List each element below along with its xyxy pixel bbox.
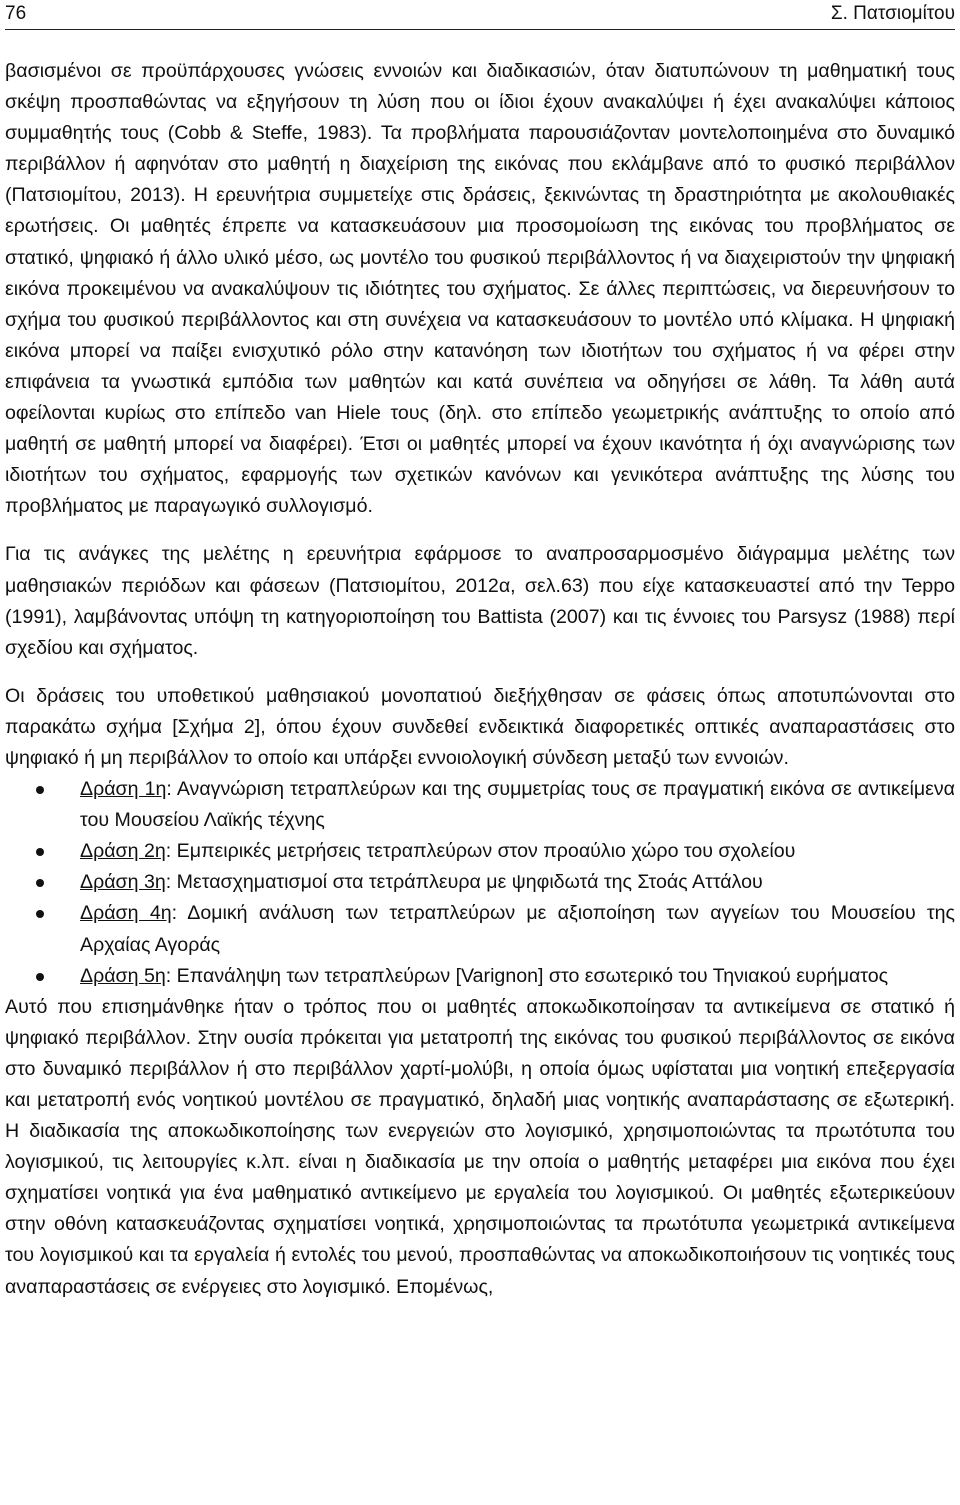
- action-text: : Επανάληψη των τετραπλεύρων [Varignon] στο εσωτερικό του Τηνιακού ευρήματος: [165, 964, 889, 987]
- list-item: [80, 774, 955, 836]
- action-label: Δράση 4η: [80, 902, 172, 925]
- body-text: [5, 56, 955, 1303]
- action-text: : Δομική ανάλυση των τετραπλεύρων με αξιοποίηση των αγγείων του Μουσείου της Αρχαίας Αγοράς: [80, 902, 956, 956]
- list-item: [80, 961, 955, 992]
- page-header: [5, 0, 955, 30]
- paragraph: βασισμένοι σε προϋπάρχουσες γνώσεις εννοιών και διαδικασιών, όταν διατυπώνουν τη μαθηματική τους σκέψη προσπαθώντας να εξηγήσουν τη λύση που οι ίδιοι έχουν ανακαλύψει ή έχει ανακαλύψει κάποιος συμμαθητής τους (Cobb & Steffe, 1983). Τα προβλήματα παρουσιάζονταν μοντελοποιημένα στο δυναμικό περιβάλλον ή αφηνόταν στο μαθητή η διαχείριση της εικόνας που εκλάμβανε από το φυσικό περιβάλλον (Πατσιομίτου, 2013). Η ερευνήτρια συμμετείχε στις δράσεις, ξεκινώντας τη δραστηριότητα με ακολουθιακές ερωτήσεις. Οι μαθητές έπρεπε να κατασκευάσουν μια προσομοίωση της εικόνας του προβλήματος σε στατικό, ψηφιακό ή άλλο υλικό μέσο, ως μοντέλο του φυσικού περιβάλλοντος ή να διαχειριστούν την ψηφιακή εικόνα προκειμένου να ανακαλύψουν τις ιδιότητες του σχήματος. Σε άλλες περιπτώσεις, να διερευνήσουν το σχήμα του φυσικού περιβάλλοντος και στη συνέχεια να κατασκευάσουν το μοντέλο υπό κλίμακα. Η ψηφιακή εικόνα μπορεί να παίξει ενισχυτικό ρόλο στην κατανόηση των ιδιοτήτων του σχήματος ή να φέρει στην επιφάνεια τα γνωστικά εμπόδια των μαθητών και κατά συνέπεια να οδηγήσει σε λάθη. Τα λάθη αυτά οφείλονται κυρίως στο επίπεδο van Hiele τους (δηλ. στο επίπεδο γεωμετρικής ανάπτυξης το οποίο από μαθητή σε μαθητή μπορεί να διαφέρει). Έτσι οι μαθητές μπορεί να έχουν ικανότητα ή όχι αναγνώρισης των ιδιοτήτων του σχήματος, εφαρμογής των σχετικών κανόνων και γενικότερα ανάπτυξης της λύσης του προβλήματος με παραγωγικό συλλογισμό.: [5, 60, 955, 518]
- actions-list: [5, 774, 955, 992]
- action-label: Δράση 3η: [80, 871, 166, 894]
- page-number: 76: [5, 3, 27, 24]
- list-item: [80, 836, 955, 867]
- document-page: [5, 0, 955, 1303]
- list-item: [80, 898, 955, 960]
- action-label: Δράση 1η: [80, 778, 167, 801]
- running-author: Σ. Πατσιομίτου: [830, 3, 955, 24]
- action-label: Δράση 2η: [80, 840, 166, 863]
- action-label: Δράση 5η: [80, 964, 166, 987]
- paragraph: Οι δράσεις του υποθετικού μαθησιακού μονοπατιού διεξήχθησαν σε φάσεις όπως αποτυπώνονται στο παρακάτω σχήμα [Σχήμα 2], όπου έχουν συνδεθεί ενδεικτικά διαφορετικές οπτικές αναπαραστάσεις στο ψηφιακό ή μη περιβάλλον το οποίο και υπάρξει εννοιολογική σύνδεση μεταξύ των εννοιών.: [5, 684, 955, 769]
- action-text: : Αναγνώριση τετραπλεύρων και της συμμετρίας τους σε πραγματική εικόνα σε αντικείμενα του Μουσείου Λαϊκής τέχνης: [80, 778, 955, 832]
- action-text: : Εμπειρικές μετρήσεις τετραπλεύρων στον προαύλιο χώρο του σχολείου: [165, 840, 796, 863]
- action-text: : Μετασχηματισμοί στα τετράπλευρα με ψηφιδωτά της Στοάς Αττάλου: [165, 871, 763, 894]
- list-item: [80, 867, 955, 898]
- paragraph: Για τις ανάγκες της μελέτης η ερευνήτρια εφάρμοσε το αναπροσαρμοσμένο διάγραμμα μελέτης των μαθησιακών περιόδων και φάσεων (Πατσιομίτου, 2012α, σελ.63) που είχε κατασκευαστεί από την Teppo (1991), λαμβάνοντας υπόψη τη κατηγοριοποίηση του Battista (2007) και τις έννοιες του Parsysz (1988) περί σχεδίου και σχήματος.: [5, 543, 955, 659]
- paragraph: Αυτό που επισημάνθηκε ήταν ο τρόπος που οι μαθητές αποκωδικοποίησαν τα αντικείμενα σε στατικό ή ψηφιακό περιβάλλον. Στην ουσία πρόκειται για μετατροπή της εικόνας του φυσικού περιβάλλοντος σε εικόνα στο δυναμικό περιβάλλον ή στο περιβάλλον χαρτί-μολύβι, η οποία όμως υφίσταται μια νοητική επεξεργασία και μετατροπή ενός νοητικού μοντέλου σε πραγματικό, δηλαδή μιας νοητικής αναπαράστασης σε εξωτερική. Η διαδικασία της αποκωδικοποίησης των ενεργειών στο λογισμικό, χρησιμοποιώντας τα πρωτότυπα του λογισμικού, τις λειτουργίες κ.λπ. είναι η διαδικασία με την οποία ο μαθητής μεταφέρει μια εικόνα που έχει σχηματίσει νοητικά για ένα μαθηματικό αντικείμενο με εργαλεία του λογισμικού. Οι μαθητές εξωτερικεύουν στην οθόνη κατασκευάζοντας σχηματίσει νοητικά, χρησιμοποιώντας τα πρωτότυπα γεωμετρικά αντικείμενα του λογισμικού και τα εργαλεία ή εντολές του μενού, προσπαθώντας να αποκωδικοποιήσουν τις νοητικές τους αναπαραστάσεις σε ενέργειες στο λογισμικό. Επομένως,: [5, 995, 955, 1298]
